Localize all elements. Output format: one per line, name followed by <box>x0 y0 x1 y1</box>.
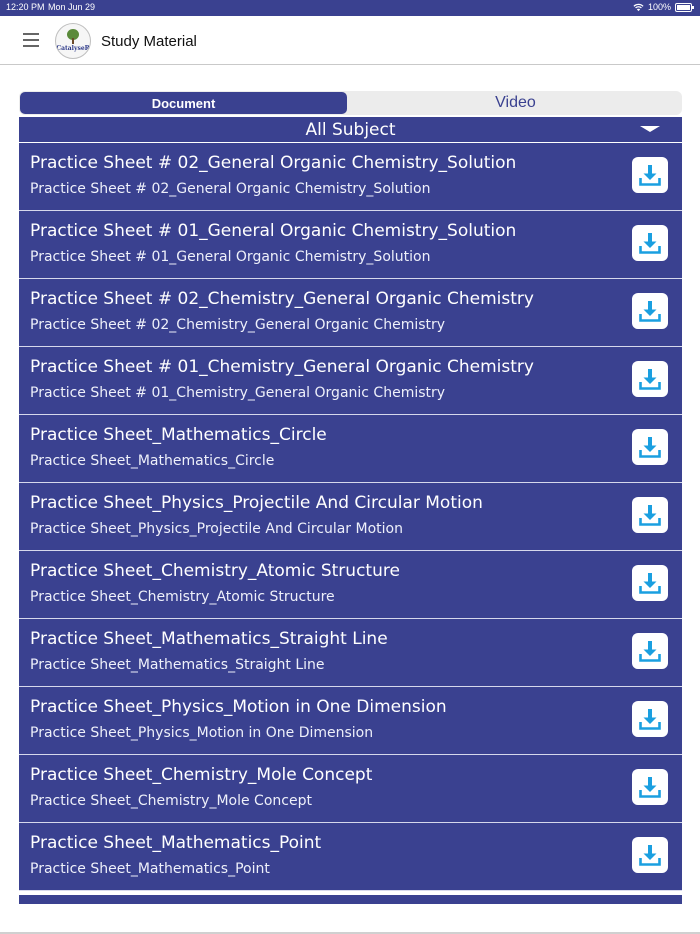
download-button[interactable] <box>632 769 668 805</box>
list-item[interactable] <box>19 823 682 891</box>
download-icon <box>638 367 662 391</box>
item-subtitle: Practice Sheet # 02_General Organic Chemistry_Solution <box>30 181 431 197</box>
battery-percent: 100% <box>647 2 671 12</box>
item-subtitle: Practice Sheet # 02_Chemistry_General Organic Chemistry <box>30 317 446 333</box>
battery-icon <box>675 3 692 12</box>
list-item[interactable] <box>19 143 682 211</box>
download-button[interactable] <box>632 837 668 873</box>
download-button[interactable] <box>632 497 668 533</box>
item-title: Practice Sheet_Physics_Projectile And Circular Motion <box>30 493 483 513</box>
item-title: Practice Sheet # 02_General Organic Chemistry_Solution <box>30 153 517 173</box>
download-button[interactable] <box>632 361 668 397</box>
item-subtitle: Practice Sheet_Mathematics_Point <box>30 861 270 877</box>
download-button[interactable] <box>632 225 668 261</box>
page-title: Study Material <box>101 33 197 50</box>
item-subtitle: Practice Sheet_Physics_Projectile And Circular Motion <box>30 521 403 537</box>
item-subtitle: Practice Sheet # 01_Chemistry_General Organic Chemistry <box>30 385 446 401</box>
item-title: Practice Sheet_Chemistry_Mole Concept <box>30 765 373 785</box>
item-subtitle: Practice Sheet_Chemistry_Mole Concept <box>30 793 312 809</box>
status-right <box>633 2 692 12</box>
item-subtitle: Practice Sheet_Mathematics_Straight Line <box>30 657 325 673</box>
item-title: Practice Sheet_Mathematics_Straight Line <box>30 629 388 649</box>
download-button[interactable] <box>632 293 668 329</box>
list-item[interactable] <box>19 279 682 347</box>
list-footer <box>19 895 682 904</box>
download-button[interactable] <box>632 565 668 601</box>
download-icon <box>638 163 662 187</box>
item-subtitle: Practice Sheet_Physics_Motion in One Dimension <box>30 725 374 741</box>
list-item[interactable] <box>19 687 682 755</box>
download-button[interactable] <box>632 701 668 737</box>
item-subtitle: Practice Sheet_Mathematics_Circle <box>30 453 275 469</box>
download-icon <box>638 435 662 459</box>
item-title: Practice Sheet_Mathematics_Point <box>30 833 322 853</box>
tab-video[interactable]: Video <box>495 94 536 111</box>
item-title: Practice Sheet_Physics_Motion in One Dimension <box>30 697 447 717</box>
list-item[interactable] <box>19 755 682 823</box>
list-item[interactable] <box>19 415 682 483</box>
wifi-icon <box>633 3 644 12</box>
list-item[interactable] <box>19 619 682 687</box>
status-bar <box>0 0 700 16</box>
list-item[interactable] <box>19 483 682 551</box>
download-icon <box>638 707 662 731</box>
subject-filter-label: All Subject <box>305 120 396 140</box>
app-logo <box>55 23 91 59</box>
download-icon <box>638 503 662 527</box>
list-item[interactable] <box>19 347 682 415</box>
item-title: Practice Sheet # 02_Chemistry_General Organic Chemistry <box>30 289 534 309</box>
item-title: Practice Sheet # 01_General Organic Chemistry_Solution <box>30 221 517 241</box>
list-item[interactable] <box>19 551 682 619</box>
hamburger-icon[interactable] <box>23 33 39 47</box>
tab-document[interactable]: Document <box>20 92 347 114</box>
item-title: Practice Sheet_Chemistry_Atomic Structure <box>30 561 400 581</box>
download-icon <box>638 843 662 867</box>
item-title: Practice Sheet # 01_Chemistry_General Organic Chemistry <box>30 357 534 377</box>
download-icon <box>638 775 662 799</box>
item-subtitle: Practice Sheet # 01_General Organic Chemistry_Solution <box>30 249 431 265</box>
list-item[interactable] <box>19 211 682 279</box>
status-time: 12:20 PM <box>6 2 45 12</box>
status-date: Mon Jun 29 <box>48 2 96 12</box>
segmented-control <box>19 91 682 115</box>
download-icon <box>638 571 662 595</box>
download-button[interactable] <box>632 429 668 465</box>
document-list <box>19 143 682 891</box>
download-button[interactable] <box>632 633 668 669</box>
subject-filter-dropdown[interactable] <box>19 117 682 142</box>
logo-text: CatalyseR <box>56 45 90 52</box>
chevron-down-icon <box>640 126 660 132</box>
download-icon <box>638 299 662 323</box>
download-icon <box>638 231 662 255</box>
download-icon <box>638 639 662 663</box>
item-subtitle: Practice Sheet_Chemistry_Atomic Structure <box>30 589 335 605</box>
download-button[interactable] <box>632 157 668 193</box>
nav-bar <box>0 16 700 65</box>
item-title: Practice Sheet_Mathematics_Circle <box>30 425 327 445</box>
